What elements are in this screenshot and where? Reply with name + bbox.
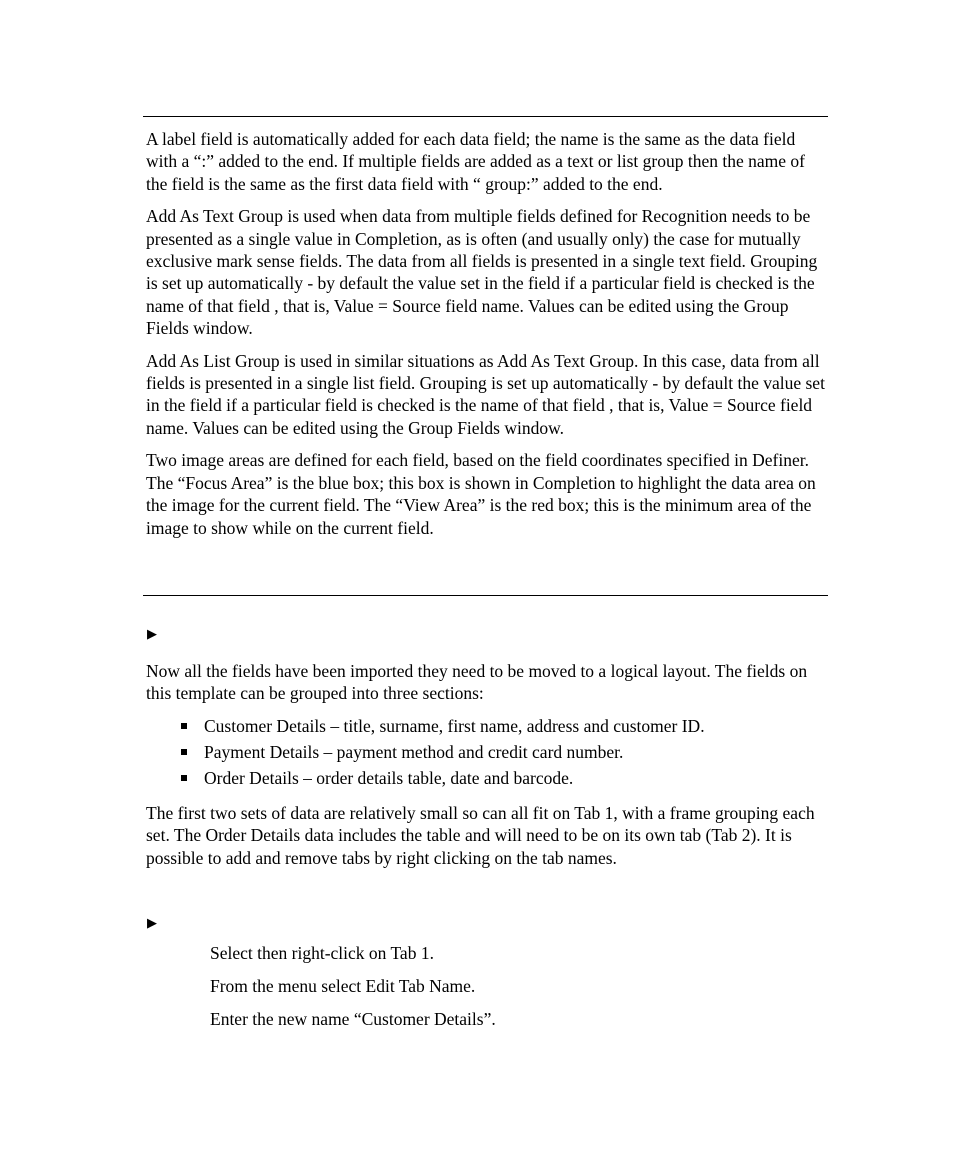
list-item [146,741,828,763]
note-paragraph-text-group: Add As Text Group is used when data from multiple fields defined for Recognition needs to be presented as a single value in Completion, as is often (and usually only) the case for mutually exclusive mark sense fields. The data from all fields is presented in a single text field. Grouping is set up automatically - by default the value set in the field if a particular field is checked is the name of that field , that is, Value = Source field name. Values can be edited using the Group Fields window. [146,206,818,339]
square-bullet-icon [181,723,187,729]
layout-followup-paragraph: The first two sets of data are relatively small so can all fit on Tab 1, with a frame grouping each set. The Order Details data includes the table and will need to be on its own tab (Tab 2). It is possible to add and remove tabs by right clicking on the tab names. [146,803,815,868]
layout-section [146,660,828,869]
note-paragraph-image-areas: Two image areas are defined for each field, based on the field coordinates specified in Definer. The “Focus Area” is the blue box; this box is shown in Completion to highlight the data area on the image for the current field. The “View Area” is the red box; this is the minimum area of the image to show while on the current field. [146,450,816,538]
list-item-text: Customer Details – title, surname, first name, address and customer ID. [204,715,705,736]
list-item [146,715,828,737]
square-bullet-icon [181,749,187,755]
step-item: Enter the new name “Customer Details”. [210,1008,496,1029]
note-paragraph-label-fields: A label field is automatically added for each data field; the name is the same as the data field with a “:” added to the end. If multiple fields are added as a text or list group then the name of the field is the same as the first data field with “ group:” added to the end. [146,129,805,194]
procedure-marker-icon: ▶ [147,915,157,930]
note-top-rule [143,116,828,117]
note-block [146,128,828,539]
list-item [146,767,828,789]
list-item-text: Payment Details – payment method and credit card number. [204,741,624,762]
step-item: From the menu select Edit Tab Name. [210,975,476,996]
note-paragraph-list-group: Add As List Group is used in similar situations as Add As Text Group. In this case, data from all fields is presented in a single list field. Grouping is set up automatically - by default the value set in the field if a particular field is checked is the name of that field , that is, Value = Source field name. Values can be edited using the Group Fields window. [146,350,825,438]
layout-intro-paragraph: Now all the fields have been imported they need to be moved to a logical layout. The fields on this template can be grouped into three sections: [146,661,808,704]
procedure-marker-icon: ▶ [147,626,157,641]
note-bottom-rule [143,595,828,596]
step-item: Select then right-click on Tab 1. [210,943,434,963]
square-bullet-icon [181,775,187,781]
steps-list [210,942,810,1030]
sections-list [146,715,828,789]
list-item-text: Order Details – order details table, date and barcode. [204,767,574,788]
